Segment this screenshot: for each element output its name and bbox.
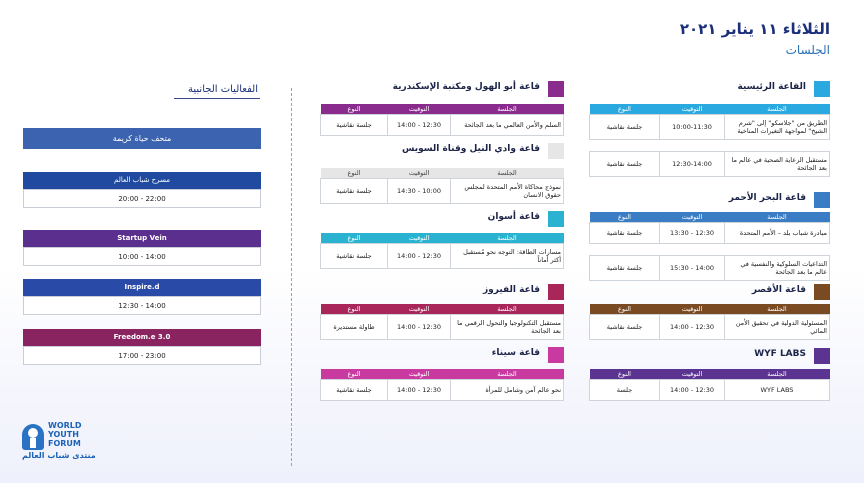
hall-name: قاعة أبو الهول ومكتبة الإسكندرية <box>392 82 540 92</box>
session-type: طاولة مستديرة <box>321 315 388 340</box>
hall-header-sinai <box>324 347 564 363</box>
side-event-hayah-karima[interactable]: متحف حياة كريمة <box>23 128 261 149</box>
column-header-type: النوع <box>347 234 361 242</box>
column-header-time: التوقيت <box>408 305 430 313</box>
table-row[interactable] <box>590 380 830 401</box>
session-topic: المسئولية الدولية في تحقيق الأمن المائي <box>725 315 830 340</box>
session-topic: نموذج محاكاة الأمم المتحدة لمجلس حقوق الانسان <box>451 179 564 204</box>
hall-table-wyf <box>589 369 830 401</box>
column-header-time: التوقيت <box>408 234 430 242</box>
hall-color-swatch <box>814 284 830 300</box>
hall-color-swatch <box>548 347 564 363</box>
hall-color-swatch <box>814 81 830 97</box>
column-header-type: النوع <box>618 105 631 113</box>
hall-table-fayrouz <box>320 304 564 340</box>
column-header-type: النوع <box>618 370 631 378</box>
hall-header-main <box>590 81 830 97</box>
table-row[interactable] <box>321 244 564 269</box>
session-type: جلسة نقاشية <box>590 115 660 140</box>
column-header-time: التوقيت <box>681 105 703 113</box>
column-header-type: النوع <box>618 213 631 221</box>
hall-table-sinai <box>320 369 564 401</box>
hall-name: قاعة أسوان <box>487 212 540 222</box>
column-header-type: النوع <box>618 305 631 313</box>
hall-table-abuhol <box>320 104 564 136</box>
column-header-time: التوقيت <box>681 370 703 378</box>
hall-header-luxor <box>590 284 830 300</box>
hall-header-fayrouz <box>324 284 564 300</box>
session-time: 10:00 - 14:30 <box>388 179 451 204</box>
session-topic: مستقبل التكنولوجيا والتحول الرقمي ما بعد الجائحة <box>451 315 564 340</box>
table-header-row <box>321 104 564 115</box>
session-time: 12:30 - 14:00 <box>388 315 451 340</box>
session-topic: نحو عالم آمن وشامل للمرأة <box>451 380 564 401</box>
table-header-row <box>590 212 830 223</box>
session-type: جلسة نقاشية <box>590 152 660 177</box>
logo-mark-icon <box>22 424 44 450</box>
hall-name: قاعة سيناء <box>491 348 540 358</box>
table-header-row <box>590 104 830 115</box>
column-header-time: التوقيت <box>408 370 430 378</box>
break-label: راحة <box>725 244 830 256</box>
break-time: 12:30 - 11:30 <box>660 140 725 152</box>
hall-color-swatch <box>548 211 564 227</box>
table-row[interactable] <box>590 315 830 340</box>
hall-name: WYF LABS <box>754 349 806 359</box>
hall-header-wyf <box>590 348 830 364</box>
side-events-underline <box>174 98 260 99</box>
table-row[interactable] <box>321 115 564 136</box>
side-event-startup-vein[interactable]: Startup Vein <box>23 230 261 247</box>
side-event-time: 17:00 - 23:00 <box>23 346 261 365</box>
column-header-session: الجلسة <box>767 305 787 313</box>
session-type: جلسة نقاشية <box>321 179 388 204</box>
column-header-session: الجلسة <box>497 169 517 177</box>
table-header-row <box>321 168 564 179</box>
logo-arabic: منتدى شباب العالم <box>22 451 96 460</box>
hall-name: القاعة الرئيسية <box>737 82 806 92</box>
break-empty <box>590 140 660 152</box>
session-time: 12:30 - 13:30 <box>660 223 725 244</box>
side-event-youth-theatre[interactable]: مسرح شباب العالم <box>23 172 261 189</box>
session-topic: التداعيات السلوكية والنفسية في عالم ما بعد الجائحة <box>725 256 830 281</box>
logo-line-2: YOUTH <box>48 430 79 439</box>
page-subtitle: الجلسات <box>785 43 830 57</box>
session-time: 10:00-11:30 <box>660 115 725 140</box>
hall-table-nile <box>320 168 564 204</box>
side-event-time: 12:30 - 14:00 <box>23 296 261 315</box>
column-header-session: الجلسة <box>497 305 517 313</box>
column-header-session: الجلسة <box>497 234 517 242</box>
session-topic: مستقبل الرعاية الصحية في عالم ما بعد الجائحة <box>725 152 830 177</box>
column-header-session: الجلسة <box>767 370 787 378</box>
session-time: 12:30 - 14:00 <box>660 380 725 401</box>
table-header-row <box>321 233 564 244</box>
column-header-session: الجلسة <box>767 105 787 113</box>
logo-line-3: FORUM <box>48 439 81 448</box>
session-type: جلسة نقاشية <box>590 223 660 244</box>
break-time: 13:30 - 14:00 <box>660 244 725 256</box>
hall-table-redsea <box>589 212 830 281</box>
side-events-title: الفعاليات الجانبية <box>188 84 258 95</box>
session-type: جلسة نقاشية <box>321 244 388 269</box>
session-topic: السلم والأمن العالمي ما بعد الجائحة <box>451 115 564 136</box>
session-type: جلسة نقاشية <box>321 115 388 136</box>
column-header-session: الجلسة <box>767 213 787 221</box>
session-topic: الطريق من "جلاسكو" إلى "شرم الشيخ" لمواجهة التغيرات المناخية <box>725 115 830 140</box>
table-header-row <box>321 369 564 380</box>
column-header-time: التوقيت <box>408 169 430 177</box>
session-type: جلسة نقاشية <box>590 315 660 340</box>
table-row[interactable] <box>590 256 830 281</box>
side-event-time: 20:00 - 22:00 <box>23 189 261 208</box>
session-time: 12:30 - 14:00 <box>388 244 451 269</box>
hall-color-swatch <box>548 143 564 159</box>
hall-table-main <box>589 104 830 177</box>
break-row <box>590 244 830 256</box>
side-event-freedom[interactable]: Freedom.e 3.0 <box>23 329 261 346</box>
column-header-type: النوع <box>347 169 361 177</box>
session-topic: WYF LABS <box>725 380 830 401</box>
session-type: جلسة نقاشية <box>321 380 388 401</box>
table-row[interactable] <box>590 223 830 244</box>
session-time: 12:30 - 14:00 <box>660 315 725 340</box>
table-row[interactable] <box>590 115 830 140</box>
hall-name: قاعة الفيروز <box>482 285 540 295</box>
hall-color-swatch <box>548 284 564 300</box>
hall-header-nile <box>324 143 564 159</box>
hall-header-abuhol <box>324 81 564 97</box>
table-header-row <box>590 304 830 315</box>
hall-header-aswan <box>324 211 564 227</box>
session-time: 12:30 - 14:00 <box>388 115 451 136</box>
table-row[interactable] <box>321 179 564 204</box>
hall-header-redsea <box>590 192 830 208</box>
session-time: 14:00 - 15:30 <box>660 256 725 281</box>
hall-name: قاعة الأقصر <box>751 285 806 295</box>
column-header-type: النوع <box>347 105 361 113</box>
column-header-session: الجلسة <box>497 370 517 378</box>
break-row <box>590 140 830 152</box>
column-header-type: النوع <box>347 370 361 378</box>
column-divider <box>291 88 292 466</box>
table-header-row <box>590 369 830 380</box>
column-header-time: التوقيت <box>408 105 430 113</box>
side-event-time: 10:00 - 14:00 <box>23 247 261 266</box>
column-header-time: التوقيت <box>681 305 703 313</box>
hall-table-aswan <box>320 233 564 269</box>
page-title: الثلاثاء ١١ يناير ٢٠٢١ <box>679 20 830 38</box>
session-type: جلسة نقاشية <box>590 256 660 281</box>
break-label: راحة <box>725 140 830 152</box>
logo-line-1: WORLD <box>48 421 82 430</box>
hall-color-swatch <box>814 192 830 208</box>
table-row[interactable] <box>590 152 830 177</box>
break-empty <box>590 244 660 256</box>
hall-table-luxor <box>589 304 830 340</box>
column-header-session: الجلسة <box>497 105 517 113</box>
hall-color-swatch <box>548 81 564 97</box>
hall-name: قاعة البحر الأحمر <box>728 193 806 203</box>
session-type: جلسة <box>590 380 660 401</box>
column-header-type: النوع <box>347 305 361 313</box>
wyf-logo <box>20 422 110 466</box>
session-time: 12:30 - 14:00 <box>388 380 451 401</box>
session-time: 12:30-14:00 <box>660 152 725 177</box>
table-header-row <box>321 304 564 315</box>
column-header-time: التوقيت <box>681 213 703 221</box>
session-topic: مسارات الطاقة: التوجه نحو مُستقبل أكثر أماناً <box>451 244 564 269</box>
hall-color-swatch <box>814 348 830 364</box>
table-row[interactable] <box>321 315 564 340</box>
session-topic: مبادرة شباب بلد – الأمم المتحدة <box>725 223 830 244</box>
hall-name: قاعة وادي النيل وقناة السويس <box>401 144 540 154</box>
table-row[interactable] <box>321 380 564 401</box>
side-event-inspired[interactable]: Inspire.d <box>23 279 261 296</box>
